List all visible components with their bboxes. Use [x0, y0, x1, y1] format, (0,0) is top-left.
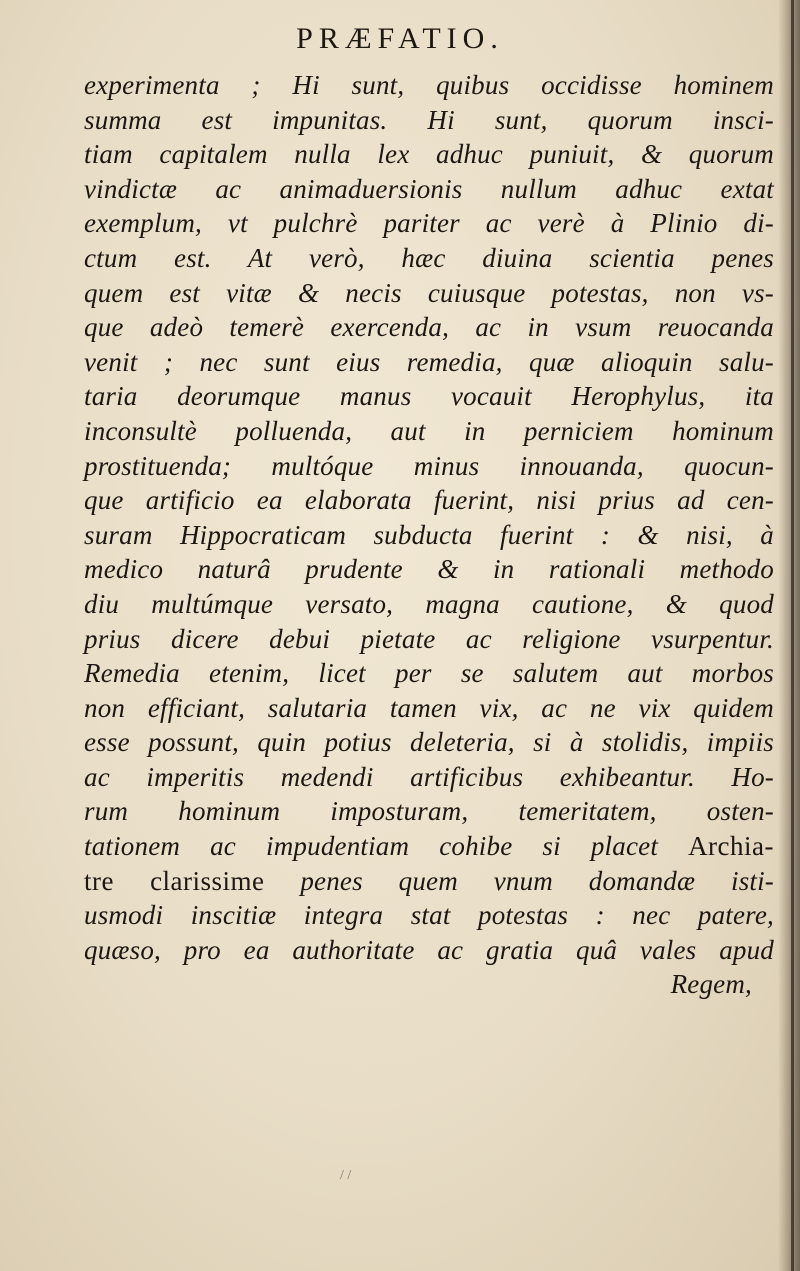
text-line: que artificio ea elaborata fuerint, nisi prius ad cen- — [84, 485, 774, 516]
text-line: venit ; nec sunt eius remedia, quæ alioquin salu- — [84, 346, 774, 377]
text-line: prostituenda; multóque minus innouanda, quocun- — [84, 450, 774, 481]
text-line: tiam capitalem nulla lex adhuc puniuit, & quorum — [84, 139, 774, 170]
text-italic-segment: penes quem vnum domandæ isti- — [264, 865, 774, 896]
text-line-with-roman — [84, 829, 774, 864]
text-line: exemplum, vt pulchrè pariter ac verè à Plinio di- — [84, 208, 774, 239]
text-line: vindictæ ac animaduersionis nullum adhuc extat — [84, 173, 774, 204]
body-text — [84, 68, 774, 1002]
page-gutter-shadow — [778, 0, 800, 1271]
catchword: Regem, — [670, 969, 752, 1000]
text-line: prius dicere debui pietate ac religione vsurpentur. — [84, 623, 774, 654]
text-line: diu multúmque versato, magna cautione, & quod — [84, 588, 774, 619]
text-line: Remedia etenim, licet per se salutem aut morbos — [84, 658, 774, 689]
running-head: PRÆFATIO. — [296, 22, 504, 55]
text-line: inconsultè polluenda, aut in perniciem hominum — [84, 415, 774, 446]
text-roman-segment: tre clarissime — [84, 865, 265, 896]
text-line: esse possunt, quin potius deleteria, si à stolidis, impiis — [84, 727, 774, 758]
text-line: taria deorumque manus vocauit Herophylus, ita — [84, 381, 774, 412]
text-line: quem est vitæ & necis cuiusque potestas, non vs- — [84, 277, 774, 308]
text-line: ac imperitis medendi artificibus exhibeantur. Ho- — [84, 761, 774, 792]
printer-mark: / / — [340, 1168, 352, 1183]
text-line: medico naturâ prudente & in rationali methodo — [84, 554, 774, 585]
text-italic-segment: tationem ac impudentiam cohibe si placet — [84, 831, 659, 862]
text-line: que adeò temerè exercenda, ac in vsum reuocanda — [84, 312, 774, 343]
text-line: ctum est. At verò, hæc diuina scientia penes — [84, 242, 774, 273]
text-roman-segment: Archia- — [688, 831, 775, 862]
text-line-with-roman — [84, 864, 774, 899]
text-line: rum hominum imposturam, temeritatem, osten- — [84, 796, 774, 827]
text-line: non efficiant, salutaria tamen vix, ac ne vix quidem — [84, 692, 774, 723]
text-line: usmodi inscitiæ integra stat potestas : nec patere, — [84, 900, 774, 931]
text-line: summa est impunitas. Hi sunt, quorum insci- — [84, 104, 774, 135]
text-line: suram Hippocraticam subducta fuerint : & nisi, à — [84, 519, 774, 550]
text-line: experimenta ; Hi sunt, quibus occidisse hominem — [84, 70, 774, 100]
text-line: quæso, pro ea authoritate ac gratia quâ vales apud — [84, 934, 774, 965]
binding-edge — [791, 0, 794, 1271]
